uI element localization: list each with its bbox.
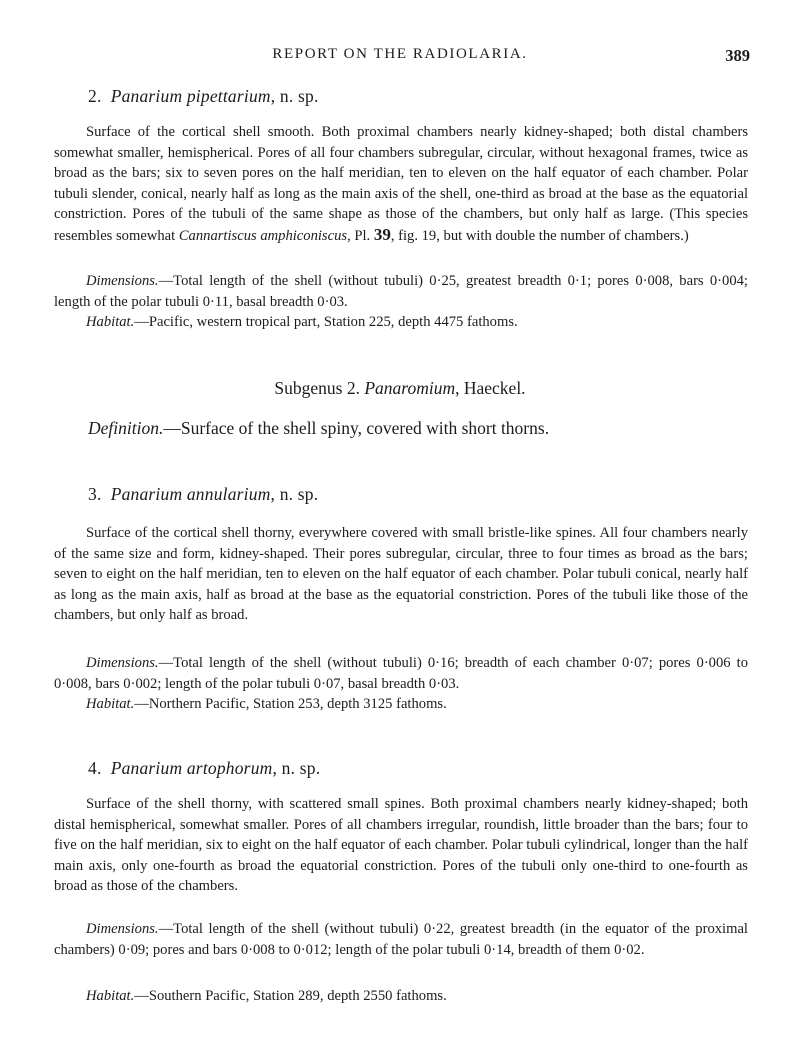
- species-4-habitat-label: Habitat.: [86, 988, 135, 1004]
- running-head: [0, 46, 800, 70]
- species-4-dimensions: Dimensions.—Total length of the shell (without tubuli) 0·22, greatest breadth (in the equator of the proximal chambers) 0·09; pores and bars 0·008 to 0·012; length of the polar tubuli 0·14, breadth of them 0·02.: [54, 921, 748, 958]
- species-2-habitat-label: Habitat.: [86, 314, 135, 330]
- subgenus-definition: Definition.—Surface of the shell spiny, covered with short thorns.: [88, 418, 550, 438]
- species-3-description: Surface of the cortical shell thorny, everywhere covered with small bristle-like spines. All four chambers nearly of the same size and form, kidney-shaped. Their pores subregular, circular, three to four times as broad as the bars; seven to eight on the half meridian, ten to eleven on the half equator of each chamber. Polar tubuli conical, nearly half as long as the main axis, half as broad at the base as the equatorial constriction. Pores of the tubuli like those of the chambers, but only half as broad.: [54, 525, 748, 624]
- definition-label: Definition.: [88, 418, 164, 438]
- species-4-habitat: Habitat.—Southern Pacific, Station 289, depth 2550 fathoms.: [86, 988, 447, 1004]
- species-4-description: Surface of the shell thorny, with scattered small spines. Both proximal chambers nearly kidney-shaped; both distal hemispherical, somewhat smaller. Pores of all chambers irregular, roundish, little broader than the bars; four to five on the half meridian, six to eight on the half equator of each chamber. Polar tubuli cylindrical, longer than the half main axis, only one-fourth as broad the equatorial constriction. Pores of the tubuli only one-third to one-fourth as broad as those of the chambers.: [54, 796, 748, 895]
- species-4-suffix: , n. sp.: [272, 758, 321, 778]
- species-3-heading: [88, 484, 318, 505]
- species-3-dimensions-label: Dimensions.: [86, 655, 159, 671]
- species-4-dimensions-label: Dimensions.: [86, 921, 159, 937]
- subgenus-heading: Subgenus 2. Panaromium, Haeckel.: [274, 378, 526, 398]
- species-2-suffix: , n. sp.: [270, 86, 319, 106]
- species-3-habitat: Habitat.—Northern Pacific, Station 253, depth 3125 fathoms.: [86, 696, 447, 712]
- species-4-number: 4.: [88, 758, 102, 778]
- species-2-habitat: Habitat.—Pacific, western tropical part, Station 225, depth 4475 fathoms.: [86, 314, 518, 330]
- species-3-name: Panarium annularium: [110, 484, 271, 504]
- species-3-suffix: , n. sp.: [270, 484, 319, 504]
- species-4-heading: [88, 758, 320, 779]
- species-3-dimensions: Dimensions.—Total length of the shell (without tubuli) 0·16; breadth of each chamber 0·07; pores 0·006 to 0·008, bars 0·002; length of the polar tubuli 0·07, basal breadth 0·03.: [54, 655, 748, 692]
- species-2-description: Surface of the cortical shell smooth. Both proximal chambers nearly kidney-shaped; both distal chambers somewhat smaller, hemispherical. Pores of all four chambers subregular, circular, without hexagonal frames, twice as broad as the bars; six to seven pores on the half meridian, ten to eleven on the half equator of each chamber. Polar tubuli slender, conical, nearly half as long as the main axis of the shell, one-third as broad at the base as the equatorial constriction. Pores of the tubuli of the same shape as those of the chambers, but only half as large. (This species resembles somewhat Cannartiscus amphiconiscus, Pl. 39, fig. 19, but with double the number of chambers.): [54, 124, 748, 244]
- species-4-name: Panarium artophorum: [110, 758, 273, 778]
- species-2-resembles: Cannartiscus amphiconiscus: [178, 227, 348, 244]
- species-2-dimensions-label: Dimensions.: [86, 273, 159, 289]
- running-title: REPORT ON THE RADIOLARIA.: [272, 46, 528, 62]
- species-2-plate-number: 39: [373, 224, 391, 244]
- species-2-heading: [88, 86, 319, 107]
- species-2-name: Panarium pipettarium: [110, 86, 271, 106]
- page-number: 389: [725, 46, 750, 65]
- species-3-number: 3.: [88, 484, 102, 504]
- species-2-dimensions: Dimensions.—Total length of the shell (without tubuli) 0·25, greatest breadth 0·1; pores 0·008, bars 0·004; length of the polar tubuli 0·11, basal breadth 0·03.: [54, 273, 748, 310]
- species-2-number: 2.: [88, 86, 102, 106]
- species-3-habitat-label: Habitat.: [86, 696, 135, 712]
- subgenus-name: Panaromium: [364, 378, 456, 398]
